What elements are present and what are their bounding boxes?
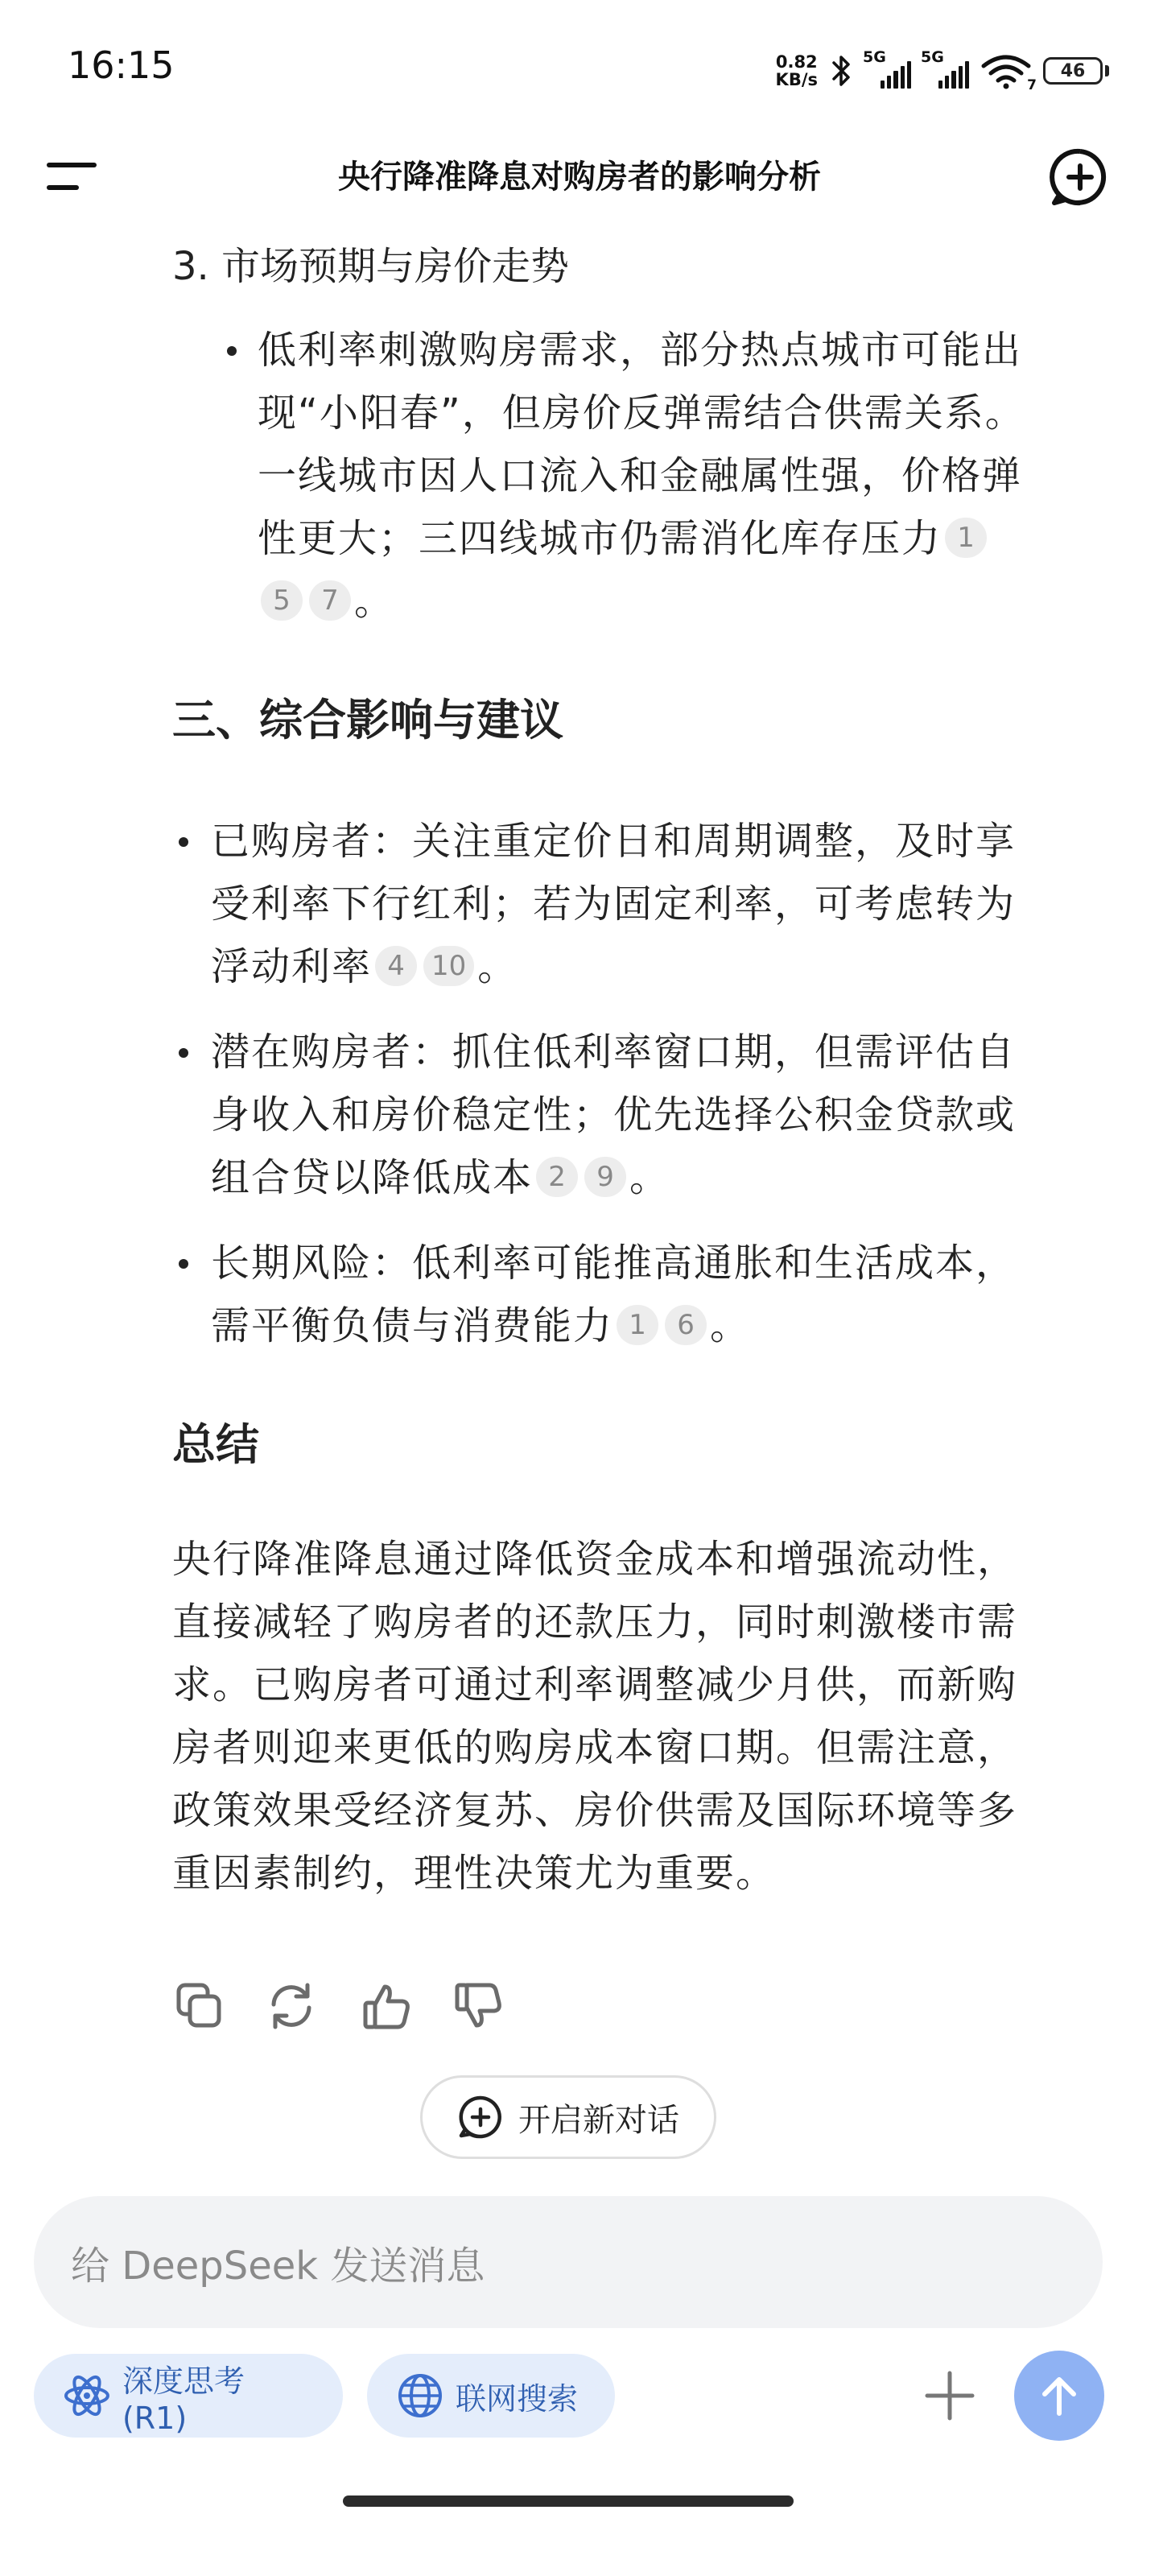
new-chat-icon — [1048, 145, 1112, 209]
text-line: 潜在购房者：抓住低利率窗口期，但需评估自 — [211, 1030, 1017, 1075]
web-search-label: 联网搜索 — [456, 2380, 579, 2417]
refresh-icon — [266, 1980, 317, 2032]
text-line: 政策效果受经济复苏、房价供需及国际环境等多 — [172, 1788, 1018, 1833]
wifi-standard: 7 — [1027, 77, 1037, 93]
deep-think-label: 深度思考 (R1) — [122, 2363, 245, 2436]
signal-2-type: 5G — [921, 48, 944, 66]
bullet-paragraph — [211, 1021, 1104, 1209]
bullet-dot — [179, 1048, 188, 1058]
battery-level: 46 — [1043, 57, 1103, 85]
message-input-placeholder: 给 DeepSeek 发送消息 — [71, 2243, 485, 2289]
bullet-paragraph — [258, 319, 1119, 633]
text-line: 低利率刺激购房需求，部分热点城市可能出 — [258, 328, 1023, 373]
bullet-paragraph — [211, 810, 1104, 998]
menu-icon — [43, 156, 101, 198]
atom-icon — [63, 2372, 111, 2420]
web-search-toggle[interactable] — [367, 2354, 615, 2438]
battery-cap — [1105, 65, 1109, 76]
attach-button[interactable] — [924, 2370, 975, 2421]
thumbs-down-icon — [452, 1980, 504, 2032]
status-bar — [0, 0, 1159, 145]
text-line: 一线城市因人口流入和金融属性强，价格弹 — [258, 453, 1023, 498]
copy-icon — [174, 1980, 225, 2032]
text-line: 求。已购房者可通过利率调整减少月供，而新购 — [172, 1662, 1018, 1707]
citation-badge[interactable]: 2 — [536, 1157, 578, 1197]
summary-heading: 总结 — [172, 1419, 259, 1470]
sentence-end: 。 — [354, 579, 395, 624]
sentence-end: 。 — [629, 1155, 670, 1200]
citation-badge[interactable]: 10 — [423, 946, 474, 986]
text-line — [258, 570, 1119, 633]
network-speed-unit: KB/s — [775, 70, 818, 89]
citation-badge[interactable]: 1 — [945, 518, 987, 558]
text-line: 现“小阳春”，但房价反弹需结合供需关系。 — [258, 390, 1025, 436]
sentence-end: 。 — [477, 944, 518, 989]
thumbs-up-icon — [361, 1980, 412, 2032]
page-title: 央行降准降息对购房者的影响分析 — [338, 159, 821, 196]
text-line: 直接减轻了购房者的还款压力，同时刺激楼市需 — [172, 1600, 1018, 1645]
wifi-icon — [980, 52, 1032, 90]
app-header — [0, 145, 1159, 209]
text-line: 受利率下行红利；若为固定利率，可考虑转为 — [211, 881, 1017, 927]
like-button[interactable] — [361, 1980, 412, 2032]
summary-paragraph — [172, 1528, 1114, 1905]
sentence-end: 。 — [710, 1303, 751, 1348]
network-speed — [776, 53, 818, 89]
citation-badge[interactable]: 7 — [309, 580, 351, 621]
text-line: 已购房者：关注重定价日和周期调整，及时享 — [211, 819, 1017, 864]
bullet-dot — [227, 346, 237, 356]
text-line: 长期风险：低利率可能推高通胀和生活成本， — [211, 1241, 1017, 1286]
status-icons — [776, 47, 1109, 95]
text-line-part: 性更大；三四线城市仍需消化库存压力 — [258, 516, 942, 561]
text-line-part: 需平衡负债与消费能力 — [211, 1303, 614, 1348]
new-chat-top-button[interactable] — [1048, 145, 1112, 209]
message-input[interactable] — [34, 2196, 1103, 2328]
text-line: 重因素制约，理性决策尤为重要。 — [172, 1851, 777, 1896]
text-line-part: 组合贷以降低成本 — [211, 1155, 534, 1200]
section-heading: 3. 市场预期与房价走势 — [172, 244, 570, 289]
deep-think-toggle[interactable] — [34, 2354, 343, 2438]
bullet-dot — [179, 1259, 188, 1269]
section-heading: 三、综合影响与建议 — [172, 695, 563, 745]
bluetooth-icon — [829, 52, 853, 89]
status-time: 16:15 — [68, 43, 175, 87]
text-line — [211, 935, 1104, 998]
home-indicator[interactable] — [343, 2496, 794, 2507]
new-chat-icon — [457, 2094, 504, 2140]
globe-icon — [396, 2372, 444, 2420]
bullet-paragraph — [211, 1232, 1104, 1357]
citation-badge[interactable]: 5 — [261, 580, 303, 621]
text-line: 央行降准降息通过降低资金成本和增强流动性， — [172, 1537, 1018, 1582]
battery-indicator — [1043, 57, 1109, 85]
copy-button[interactable] — [174, 1980, 225, 2032]
text-line-part: 浮动利率 — [211, 944, 373, 989]
citation-badge[interactable]: 9 — [584, 1157, 626, 1197]
cellular-signal-1 — [863, 48, 911, 89]
new-chat-label: 开启新对话 — [518, 2101, 679, 2139]
regenerate-button[interactable] — [266, 1980, 317, 2032]
text-line — [258, 507, 1119, 570]
network-speed-value: 0.82 — [775, 52, 818, 72]
text-line — [211, 1146, 1104, 1209]
citation-badge[interactable]: 1 — [617, 1305, 658, 1345]
wifi-indicator — [980, 52, 1037, 93]
send-button[interactable] — [1014, 2351, 1104, 2441]
signal-1-type: 5G — [863, 48, 886, 66]
menu-button[interactable] — [43, 156, 101, 198]
cellular-signal-2 — [921, 48, 969, 89]
plus-icon — [924, 2370, 975, 2421]
text-line — [211, 1294, 1104, 1357]
bullet-dot — [179, 837, 188, 847]
arrow-up-icon — [1035, 2372, 1083, 2420]
text-line: 房者则迎来更低的购房成本窗口期。但需注意， — [172, 1725, 1018, 1770]
new-chat-button[interactable] — [420, 2075, 716, 2159]
dislike-button[interactable] — [452, 1980, 504, 2032]
citation-badge[interactable]: 6 — [665, 1305, 707, 1345]
citation-badge[interactable]: 4 — [375, 946, 417, 986]
text-line: 身收入和房价稳定性；优先选择公积金贷款或 — [211, 1092, 1017, 1137]
